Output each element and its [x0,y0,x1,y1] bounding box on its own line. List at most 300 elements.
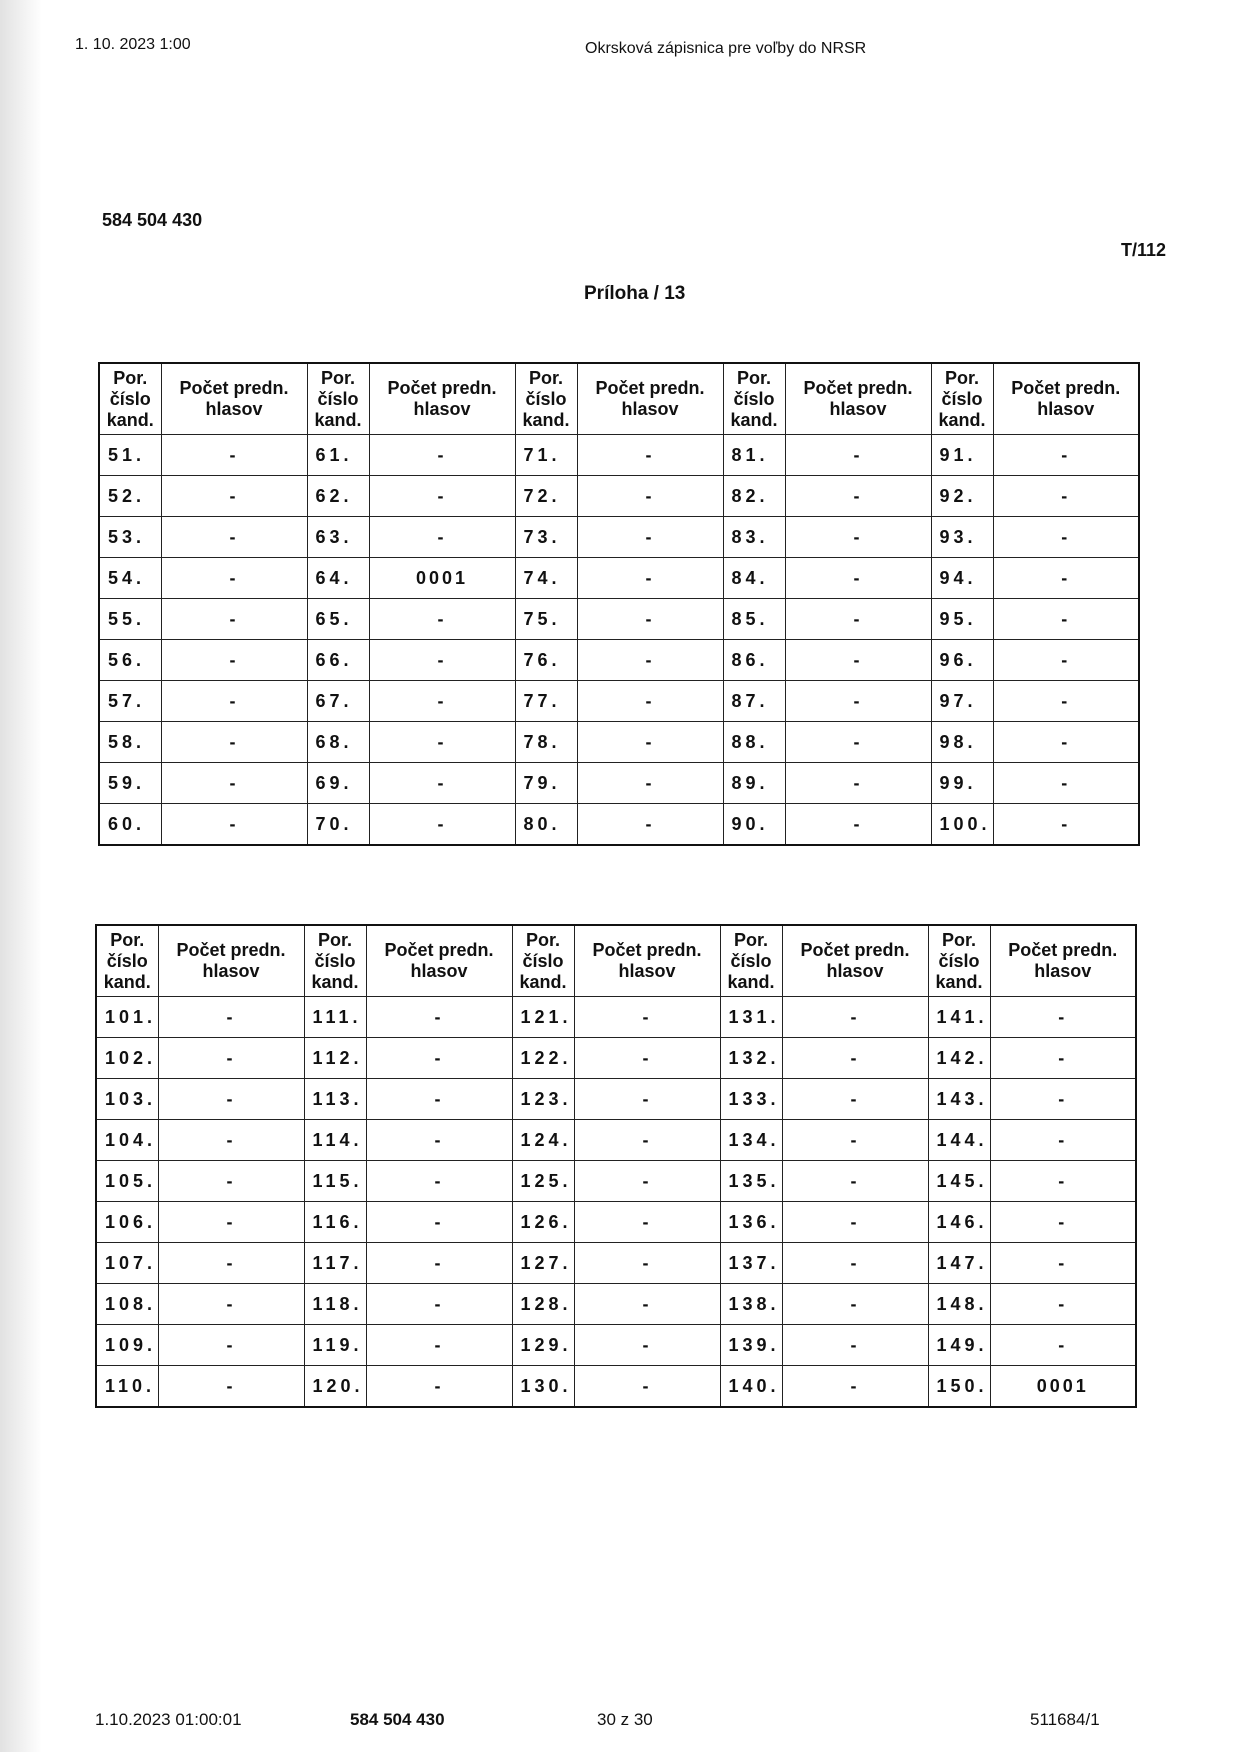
header-preference-votes [990,925,1136,997]
header-line: hlasov [618,961,676,981]
header-preference-votes [158,925,304,997]
preference-votes-cell: - [782,1038,928,1079]
header-line: Por. [525,929,560,950]
preference-votes-cell: - [785,558,931,599]
candidate-number-cell: 94. [931,558,993,599]
preference-votes-cell: - [993,722,1139,763]
table-row [99,517,1139,558]
footer-code: 584 504 430 [350,1710,445,1729]
header-line: Por. [528,367,563,388]
header-line: číslo [522,950,564,971]
header-line: Počet predn. [800,940,910,960]
header-line: kand. [727,971,775,992]
header-line: číslo [733,388,775,409]
table-row [96,1161,1136,1202]
header-line: hlasov [205,399,263,419]
scan-edge-shadow [0,0,60,1752]
footer-page-number: 30 z 30 [597,1710,653,1729]
table-row [99,804,1139,846]
table-row [96,997,1136,1038]
preference-votes-cell: - [782,1325,928,1366]
candidate-number-cell: 76. [515,640,577,681]
header-candidate-number [931,363,993,435]
table-header-row [99,363,1139,435]
preference-votes-cell: - [161,558,307,599]
preference-votes-cell: - [574,1120,720,1161]
candidate-number-cell: 100. [931,804,993,846]
preference-votes-cell: - [990,1243,1136,1284]
candidate-number-cell: 112. [304,1038,366,1079]
header-preference-votes [366,925,512,997]
preference-votes-cell: - [158,1284,304,1325]
preference-votes-cell: - [993,476,1139,517]
preference-votes-cell: - [158,1120,304,1161]
candidate-number-cell: 133. [720,1079,782,1120]
candidate-number-cell: 67. [307,681,369,722]
preference-votes-cell: - [369,476,515,517]
preference-votes-cell: - [161,640,307,681]
header-line: Por. [733,929,768,950]
candidate-number-cell: 60. [99,804,161,846]
preference-votes-cell: - [577,763,723,804]
header-candidate-number [304,925,366,997]
preference-votes-cell: - [366,1284,512,1325]
candidate-number-cell: 111. [304,997,366,1038]
candidate-number-cell: 52. [99,476,161,517]
header-line: kand. [314,409,362,430]
candidate-number-cell: 74. [515,558,577,599]
candidate-number-cell: 59. [99,763,161,804]
preference-votes-cell: - [158,1038,304,1079]
candidate-number-cell: 82. [723,476,785,517]
preference-votes-cell: - [366,997,512,1038]
candidate-number-cell: 80. [515,804,577,846]
candidate-number-cell: 123. [512,1079,574,1120]
candidate-number-cell: 149. [928,1325,990,1366]
header-line: Počet predn. [1011,378,1121,398]
candidate-number-cell: 140. [720,1366,782,1408]
candidate-number-cell: 68. [307,722,369,763]
preference-votes-cell: - [574,1038,720,1079]
preference-votes-cell: - [785,722,931,763]
preference-votes-cell: - [577,435,723,476]
candidate-number-cell: 71. [515,435,577,476]
preference-votes-cell: - [782,1120,928,1161]
candidate-number-cell: 97. [931,681,993,722]
header-line: kand. [938,409,986,430]
candidate-number-cell: 116. [304,1202,366,1243]
annex-label: Príloha / 13 [584,283,686,304]
candidate-number-cell: 92. [931,476,993,517]
header-line: číslo [938,950,980,971]
candidate-number-cell: 108. [96,1284,158,1325]
candidate-number-cell: 147. [928,1243,990,1284]
preference-votes-cell: - [993,640,1139,681]
preference-votes-cell: - [369,722,515,763]
candidate-number-cell: 98. [931,722,993,763]
preference-votes-cell: - [785,804,931,846]
form-id: T/112 [1121,240,1167,260]
preference-votes-cell: - [993,435,1139,476]
candidate-number-cell: 81. [723,435,785,476]
preference-votes-cell: - [369,763,515,804]
votes-table-101-150 [95,924,1137,1408]
preference-votes-cell: - [574,1161,720,1202]
candidate-number-cell: 88. [723,722,785,763]
candidate-number-cell: 148. [928,1284,990,1325]
candidate-number-cell: 119. [304,1325,366,1366]
candidate-number-cell: 64. [307,558,369,599]
preference-votes-cell: - [782,1243,928,1284]
preference-votes-cell: - [993,558,1139,599]
header-candidate-number [723,363,785,435]
candidate-number-cell: 102. [96,1038,158,1079]
candidate-number-cell: 136. [720,1202,782,1243]
table-row [99,435,1139,476]
candidate-number-cell: 143. [928,1079,990,1120]
candidate-number-cell: 105. [96,1161,158,1202]
candidate-number-cell: 55. [99,599,161,640]
preference-votes-cell: 0001 [990,1366,1136,1408]
candidate-number-cell: 79. [515,763,577,804]
preference-votes-cell: - [366,1325,512,1366]
header-line: Por. [320,367,355,388]
preference-votes-cell: - [785,599,931,640]
candidate-number-cell: 65. [307,599,369,640]
preference-votes-cell: - [577,476,723,517]
preference-votes-cell: - [990,1325,1136,1366]
preference-votes-cell: - [161,517,307,558]
preference-votes-cell: - [161,435,307,476]
preference-votes-cell: - [366,1038,512,1079]
header-line: kand. [106,409,154,430]
candidate-number-cell: 87. [723,681,785,722]
preference-votes-cell: - [993,517,1139,558]
header-line: Počet predn. [803,378,913,398]
candidate-number-cell: 126. [512,1202,574,1243]
header-line: hlasov [1034,961,1092,981]
candidate-number-cell: 95. [931,599,993,640]
candidate-number-cell: 89. [723,763,785,804]
candidate-number-cell: 135. [720,1161,782,1202]
preference-votes-cell: - [366,1243,512,1284]
preference-votes-cell: - [574,1325,720,1366]
header-candidate-number [515,363,577,435]
table-row [96,1284,1136,1325]
preference-votes-cell: - [577,722,723,763]
candidate-number-cell: 131. [720,997,782,1038]
header-preference-votes [161,363,307,435]
header-line: hlasov [1037,399,1095,419]
header-line: Počet predn. [387,378,497,398]
preference-votes-cell: - [158,1161,304,1202]
header-preference-votes [574,925,720,997]
preference-votes-cell: - [369,599,515,640]
preference-votes-cell: - [574,1202,720,1243]
candidate-number-cell: 120. [304,1366,366,1408]
preference-votes-cell: - [785,435,931,476]
preference-votes-cell: - [574,1079,720,1120]
candidate-number-cell: 141. [928,997,990,1038]
header-line: číslo [525,388,567,409]
table-row [96,1079,1136,1120]
candidate-number-cell: 99. [931,763,993,804]
header-line: kand. [311,971,359,992]
table-row [99,599,1139,640]
candidate-number-cell: 129. [512,1325,574,1366]
candidate-number-cell: 115. [304,1161,366,1202]
preference-votes-cell: - [369,640,515,681]
candidate-number-cell: 75. [515,599,577,640]
candidate-number-cell: 53. [99,517,161,558]
preference-votes-cell: - [161,763,307,804]
preference-votes-cell: - [161,681,307,722]
preference-votes-cell: - [990,1202,1136,1243]
preference-votes-cell: 0001 [369,558,515,599]
header-line: Por. [941,929,976,950]
table-header-row [96,925,1136,997]
candidate-number-cell: 63. [307,517,369,558]
table-row [99,558,1139,599]
candidate-number-cell: 93. [931,517,993,558]
preference-votes-cell: - [577,804,723,846]
candidate-number-cell: 72. [515,476,577,517]
header-line: číslo [730,950,772,971]
table-row [96,1325,1136,1366]
candidate-number-cell: 114. [304,1120,366,1161]
header-datetime: 1. 10. 2023 1:00 [75,36,191,53]
candidate-number-cell: 144. [928,1120,990,1161]
preference-votes-cell: - [577,558,723,599]
candidate-number-cell: 86. [723,640,785,681]
preference-votes-cell: - [577,640,723,681]
preference-votes-cell: - [993,599,1139,640]
candidate-number-cell: 70. [307,804,369,846]
table-row [96,1243,1136,1284]
preference-votes-cell: - [366,1161,512,1202]
header-line: hlasov [621,399,679,419]
preference-votes-cell: - [990,1038,1136,1079]
table-row [99,476,1139,517]
candidate-number-cell: 54. [99,558,161,599]
preference-votes-cell: - [782,1161,928,1202]
preference-votes-cell: - [577,681,723,722]
candidate-number-cell: 137. [720,1243,782,1284]
header-line: kand. [935,971,983,992]
candidate-number-cell: 77. [515,681,577,722]
candidate-number-cell: 107. [96,1243,158,1284]
candidate-number-cell: 125. [512,1161,574,1202]
preference-votes-cell: - [369,804,515,846]
preference-votes-cell: - [990,997,1136,1038]
candidate-number-cell: 85. [723,599,785,640]
candidate-number-cell: 110. [96,1366,158,1408]
preference-votes-cell: - [366,1120,512,1161]
preference-votes-cell: - [161,476,307,517]
header-line: hlasov [202,961,260,981]
candidate-number-cell: 84. [723,558,785,599]
preference-votes-cell: - [158,1243,304,1284]
candidate-number-cell: 62. [307,476,369,517]
header-line: kand. [730,409,778,430]
preference-votes-cell: - [161,804,307,846]
header-line: hlasov [410,961,468,981]
header-candidate-number [512,925,574,997]
table-row [96,1120,1136,1161]
header-line: hlasov [829,399,887,419]
candidate-number-cell: 128. [512,1284,574,1325]
preference-votes-cell: - [574,997,720,1038]
header-line: kand. [103,971,151,992]
header-line: hlasov [826,961,884,981]
header-line: Por. [736,367,771,388]
preference-votes-cell: - [990,1079,1136,1120]
candidate-number-cell: 104. [96,1120,158,1161]
preference-votes-cell: - [158,1366,304,1408]
header-line: hlasov [413,399,471,419]
candidate-number-cell: 122. [512,1038,574,1079]
header-line: číslo [109,388,151,409]
header-preference-votes [369,363,515,435]
candidate-number-cell: 146. [928,1202,990,1243]
preference-votes-cell: - [782,1079,928,1120]
candidate-number-cell: 138. [720,1284,782,1325]
header-line: Por. [944,367,979,388]
candidate-number-cell: 121. [512,997,574,1038]
preference-votes-cell: - [161,599,307,640]
candidate-number-cell: 106. [96,1202,158,1243]
preference-votes-cell: - [574,1284,720,1325]
candidate-number-cell: 130. [512,1366,574,1408]
votes-table-51-100 [98,362,1140,846]
candidate-number-cell: 91. [931,435,993,476]
preference-votes-cell: - [785,517,931,558]
header-candidate-number [99,363,161,435]
candidate-number-cell: 139. [720,1325,782,1366]
candidate-number-cell: 56. [99,640,161,681]
preference-votes-cell: - [574,1366,720,1408]
preference-votes-cell: - [993,681,1139,722]
preference-votes-cell: - [158,1079,304,1120]
preference-votes-cell: - [574,1243,720,1284]
header-candidate-number [96,925,158,997]
candidate-number-cell: 101. [96,997,158,1038]
candidate-number-cell: 57. [99,681,161,722]
preference-votes-cell: - [785,681,931,722]
preference-votes-cell: - [369,435,515,476]
header-line: Počet predn. [595,378,705,398]
preference-votes-cell: - [577,599,723,640]
candidate-number-cell: 69. [307,763,369,804]
table-row [99,681,1139,722]
footer-id: 511684/1 [1030,1710,1100,1729]
candidate-number-cell: 109. [96,1325,158,1366]
candidate-number-cell: 145. [928,1161,990,1202]
preference-votes-cell: - [161,722,307,763]
header-preference-votes [577,363,723,435]
header-line: číslo [106,950,148,971]
preference-votes-cell: - [577,517,723,558]
preference-votes-cell: - [993,804,1139,846]
candidate-number-cell: 124. [512,1120,574,1161]
candidate-number-cell: 150. [928,1366,990,1408]
preference-votes-cell: - [782,997,928,1038]
candidate-number-cell: 83. [723,517,785,558]
header-candidate-number [307,363,369,435]
footer-datetime: 1.10.2023 01:00:01 [95,1710,242,1729]
candidate-number-cell: 90. [723,804,785,846]
preference-votes-cell: - [158,1202,304,1243]
preference-votes-cell: - [782,1202,928,1243]
header-preference-votes [785,363,931,435]
header-candidate-number [928,925,990,997]
header-line: Por. [317,929,352,950]
table-row [99,763,1139,804]
table-row [96,1038,1136,1079]
preference-votes-cell: - [158,1325,304,1366]
header-line: kand. [522,409,570,430]
preference-votes-cell: - [782,1284,928,1325]
candidate-number-cell: 113. [304,1079,366,1120]
table-row [99,722,1139,763]
preference-votes-cell: - [990,1284,1136,1325]
preference-votes-cell: - [366,1366,512,1408]
preference-votes-cell: - [369,517,515,558]
header-line: číslo [941,388,983,409]
header-line: číslo [314,950,356,971]
header-line: číslo [317,388,359,409]
header-candidate-number [720,925,782,997]
preference-votes-cell: - [366,1079,512,1120]
preference-votes-cell: - [785,476,931,517]
table-row [96,1202,1136,1243]
candidate-number-cell: 142. [928,1038,990,1079]
candidate-number-cell: 127. [512,1243,574,1284]
candidate-number-cell: 118. [304,1284,366,1325]
candidate-number-cell: 117. [304,1243,366,1284]
preference-votes-cell: - [366,1202,512,1243]
candidate-number-cell: 96. [931,640,993,681]
candidate-number-cell: 61. [307,435,369,476]
header-line: Por. [110,929,145,950]
preference-votes-cell: - [785,640,931,681]
candidate-number-cell: 66. [307,640,369,681]
candidate-number-cell: 103. [96,1079,158,1120]
candidate-number-cell: 132. [720,1038,782,1079]
preference-votes-cell: - [785,763,931,804]
document-code: 584 504 430 [102,210,203,230]
header-line: Por. [113,367,148,388]
preference-votes-cell: - [990,1161,1136,1202]
candidate-number-cell: 73. [515,517,577,558]
preference-votes-cell: - [993,763,1139,804]
header-line: kand. [519,971,567,992]
header-preference-votes [993,363,1139,435]
preference-votes-cell: - [369,681,515,722]
candidate-number-cell: 134. [720,1120,782,1161]
header-line: Počet predn. [1008,940,1118,960]
header-title: Okrsková zápisnica pre voľby do NRSR [585,40,867,57]
preference-votes-cell: - [782,1366,928,1408]
header-line: Počet predn. [176,940,286,960]
header-line: Počet predn. [592,940,702,960]
table-row [96,1366,1136,1408]
header-line: Počet predn. [179,378,289,398]
header-preference-votes [782,925,928,997]
preference-votes-cell: - [990,1120,1136,1161]
candidate-number-cell: 58. [99,722,161,763]
candidate-number-cell: 78. [515,722,577,763]
